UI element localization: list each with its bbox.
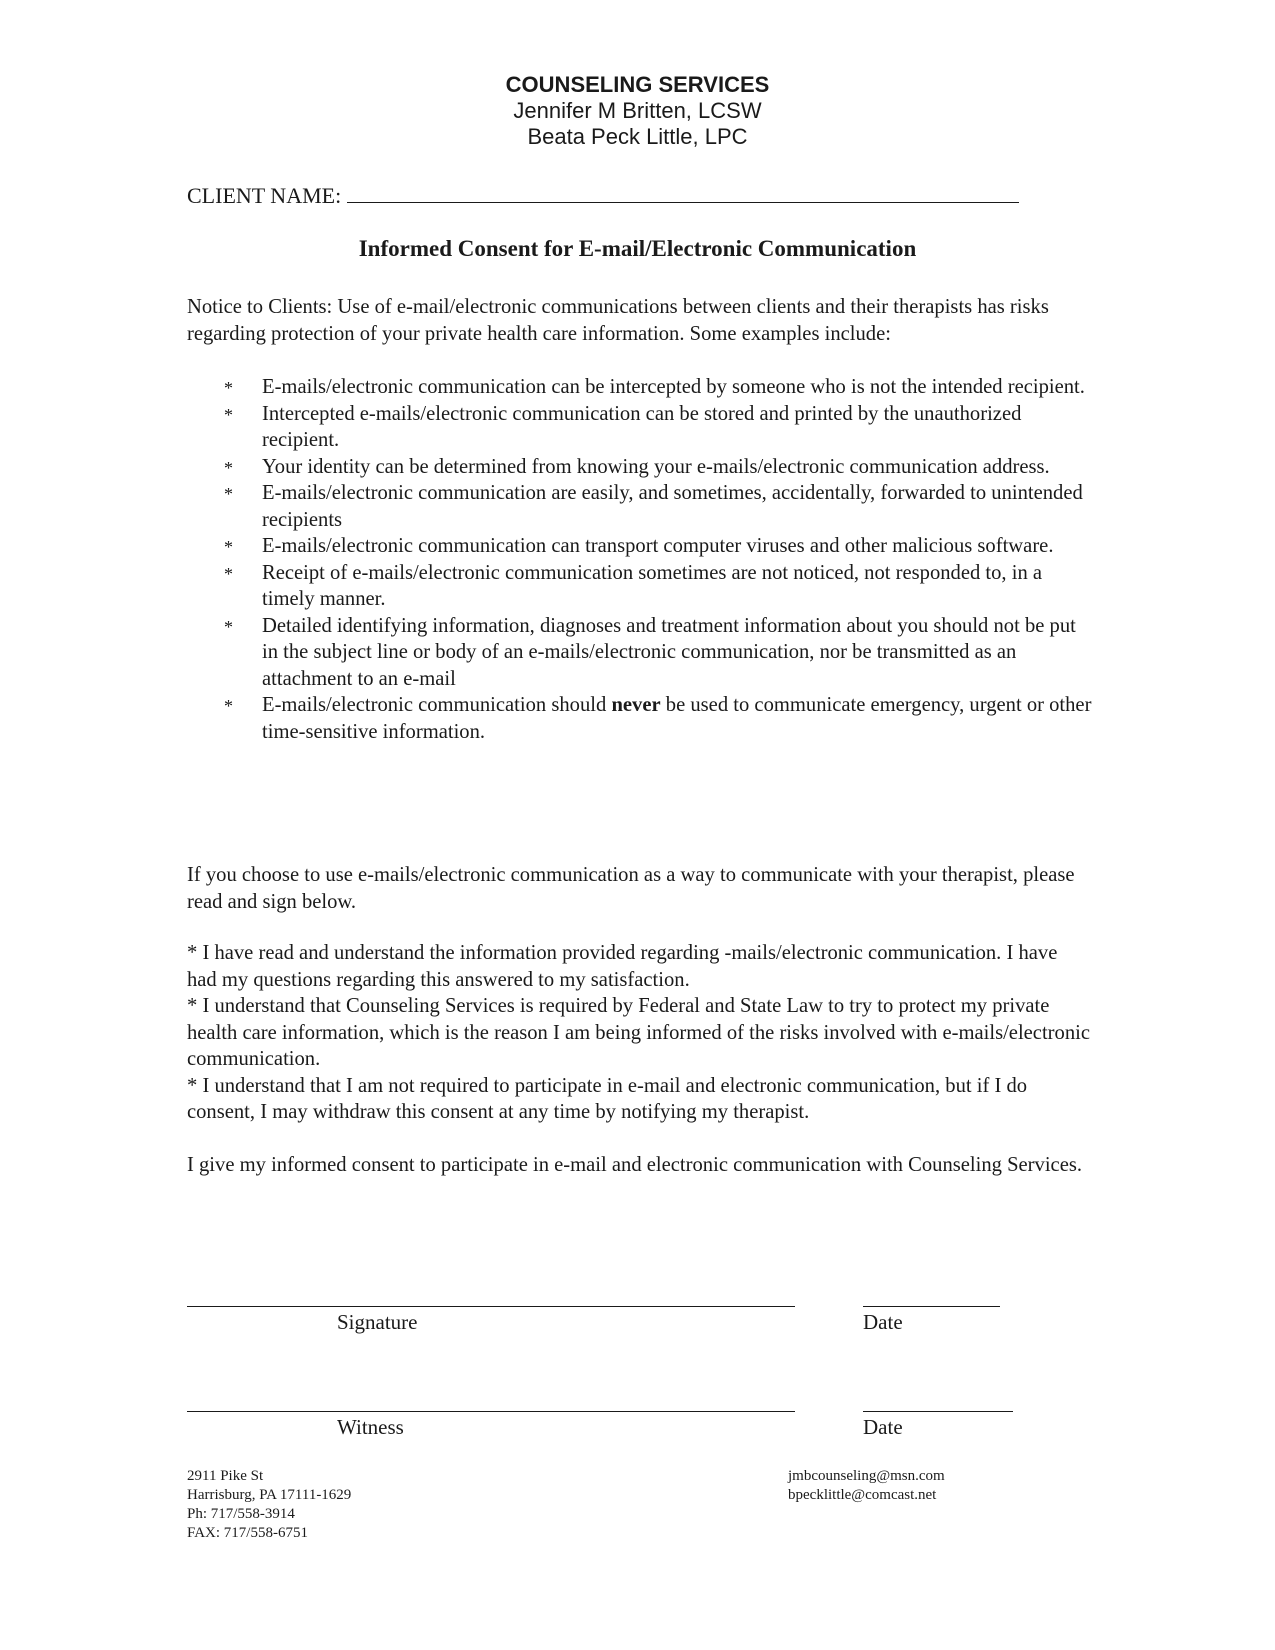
email-bpl: bpecklittle@comcast.net: [788, 1487, 937, 1503]
bullet-asterisk: *: [224, 484, 233, 504]
list-item-text: E-mails/electronic communication are easily, and sometimes, accidentally, forwarded to unintended recipients: [262, 482, 1083, 531]
email-jmb: jmbcounseling@msn.com: [788, 1468, 945, 1484]
instruction-paragraph: If you choose to use e-mails/electronic communication as a way to communicate with your therapist, please read and sign below.: [187, 864, 1075, 913]
address-city: Harrisburg, PA 17111-1629: [187, 1487, 352, 1503]
notice-paragraph: Notice to Clients: Use of e-mail/electronic communications between clients and their therapists has risks regarding protection of your private health care information. Some examples include:: [187, 296, 1049, 345]
signature-line[interactable]: [187, 1306, 795, 1307]
signature-label: Signature: [337, 1310, 418, 1334]
statement-read-understand: * I have read and understand the information provided regarding -mails/electronic communication. I have had my questions regarding this answered to my satisfaction.: [187, 942, 1058, 991]
organization-name: COUNSELING SERVICES: [505, 72, 770, 97]
witness-line[interactable]: [187, 1411, 795, 1412]
list-item: [187, 533, 1092, 560]
acknowledgement-statements: [187, 940, 1092, 1126]
statement-law-required: * I understand that Counseling Services is required by Federal and State Law to try to protect my private health care information, which is the reason I am being informed of the risks involved with e-mails/electronic communication.: [187, 995, 1090, 1070]
list-item-text: Intercepted e-mails/electronic communication can be stored and printed by the unauthorized recipient.: [262, 402, 1022, 451]
list-item-text: E-mails/electronic communication can be intercepted by someone who is not the intended recipient.: [262, 376, 1085, 398]
bullet-asterisk: *: [224, 537, 233, 557]
list-item: [187, 401, 1092, 454]
list-item-text: E-mails/electronic communication can transport computer viruses and other malicious software.: [262, 535, 1054, 557]
therapist-name-2: Beata Peck Little, LPC: [527, 124, 748, 149]
bullet-asterisk: *: [224, 616, 233, 637]
bullet-asterisk: *: [224, 404, 233, 425]
never-emphasis: never: [611, 694, 661, 716]
list-item-text: Your identity can be determined from knowing your e-mails/electronic communication address.: [262, 455, 1050, 478]
list-item: [187, 374, 1092, 401]
bullet-asterisk: *: [224, 378, 233, 398]
witness-label: Witness: [337, 1415, 404, 1439]
list-item-text: Detailed identifying information, diagnoses and treatment information about you should not be put in the subject line or body of an e-mails/electronic communication, nor be transmitted as an attachment to an e-mail: [262, 614, 1076, 690]
document-title: Informed Consent for E-mail/Electronic Communication: [358, 236, 917, 261]
bullet-asterisk: *: [224, 457, 233, 478]
witness-date-label: Date: [863, 1415, 903, 1439]
statement-withdraw-consent: * I understand that I am not required to participate in e-mail and electronic communication, but if I do consent, I may withdraw this consent at any time by notifying my therapist.: [187, 1074, 1028, 1123]
signature-date-line[interactable]: [863, 1306, 1000, 1307]
list-item: [187, 692, 1092, 745]
list-item-text-after: be used to communicate emergency, urgent or other time-sensitive information.: [262, 694, 1092, 743]
footer-emails: [788, 1467, 945, 1505]
client-name-blank[interactable]: [347, 182, 1019, 203]
list-item: [187, 480, 1092, 533]
consent-paragraph: I give my informed consent to participate in e-mail and electronic communication with Counseling Services.: [187, 1154, 1083, 1176]
list-item: [187, 613, 1092, 693]
client-name-row: [187, 182, 1019, 209]
letterhead: [0, 72, 1275, 150]
bullet-asterisk: *: [224, 563, 233, 584]
list-item: [187, 560, 1092, 613]
phone-number: Ph: 717/558-3914: [187, 1506, 295, 1522]
footer-address: [187, 1467, 351, 1543]
bullet-asterisk: *: [224, 696, 233, 716]
list-item-text-before: E-mails/electronic communication should: [262, 694, 607, 716]
witness-date-line[interactable]: [863, 1411, 1013, 1412]
client-name-label: CLIENT NAME:: [187, 183, 342, 208]
risk-list: [187, 374, 1092, 745]
therapist-name-1: Jennifer M Britten, LCSW: [513, 98, 762, 123]
list-item-text: Receipt of e-mails/electronic communication sometimes are not noticed, not responded to, in a timely manner.: [262, 561, 1043, 610]
address-street: 2911 Pike St: [187, 1468, 264, 1484]
fax-number: FAX: 717/558-6751: [187, 1525, 308, 1541]
signature-date-label: Date: [863, 1310, 903, 1334]
list-item: [187, 454, 1092, 481]
